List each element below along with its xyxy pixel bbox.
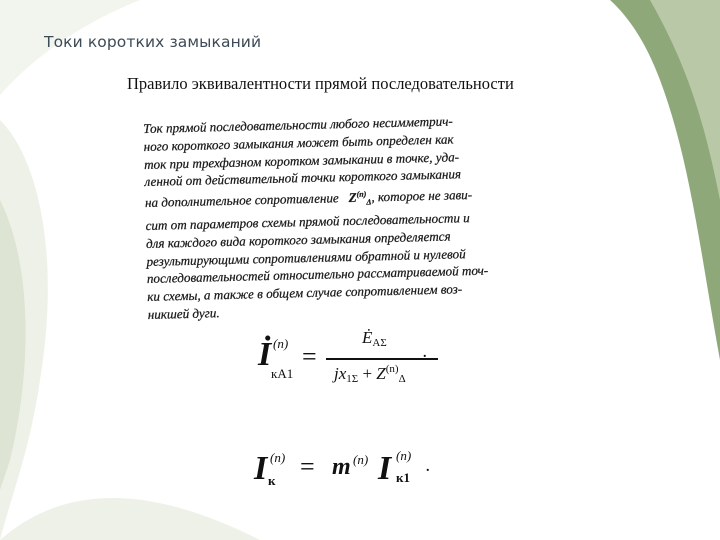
formula2-m: m — [332, 454, 351, 480]
formula2-rhs-sub: к1 — [396, 470, 410, 485]
formula2-rhs-sup: (n) — [396, 448, 412, 463]
scan-line-4: ленной от действительной точки короткого замыкания — [144, 166, 462, 190]
formula1-lhs-symbol: İ — [258, 336, 272, 373]
formula1-trailing-dot: . — [423, 346, 427, 361]
z-delta-symbol: $Z^{(n)}_\Delta$ — [348, 189, 372, 207]
scan-line-8: результирующими сопротивлениями обратной и нулевой — [146, 245, 466, 269]
scanned-text-block — [143, 109, 600, 324]
formula1-lhs-sub: кA1 — [271, 366, 294, 381]
formula2-rhs-symbol: I — [378, 450, 392, 487]
scan-line-2: ного короткого замыкания может быть определен как — [143, 131, 454, 154]
scan-line-10: ки схемы, а также в общем случае сопротивлением воз- — [147, 281, 463, 305]
scan-line-6: сит от параметров схемы прямой последовательности и — [145, 210, 470, 233]
formula2-m-sup: (n) — [353, 452, 369, 467]
formula2-equals: = — [300, 452, 315, 481]
formula1-equals: = — [302, 342, 317, 371]
slide-header: Токи коротких замыканий — [44, 33, 262, 51]
scan-line-5-text: на дополнительное сопротивление — [144, 190, 339, 211]
formula2-lhs-sub: к — [268, 473, 276, 488]
formula1-lhs-sup: (n) — [273, 336, 289, 351]
scan-line-7: для каждого вида короткого замыкания определяется — [145, 228, 451, 251]
scan-line-5-tail: , которое не зави- — [371, 187, 473, 205]
scan-line-3: ток при трехфазном коротком замыкании в точке, уда- — [143, 148, 460, 172]
formula2-trailing-dot: . — [426, 460, 430, 475]
formula2-lhs-sup: (n) — [270, 450, 286, 465]
scan-line-9: последовательностей относительно рассматриваемой точ- — [146, 262, 489, 287]
bottom-swirl — [0, 498, 260, 540]
formula1-numerator: $Ė_{A\Sigma}$ — [362, 328, 387, 349]
slide-title: Правило эквивалентности прямой последовательности — [127, 74, 514, 93]
formula2-lhs-symbol: I — [254, 450, 268, 487]
scan-line-1: Ток прямой последовательности любого несимметрич- — [143, 113, 453, 136]
formula1-denominator: $jx_{1\Sigma} + Z^{(n)}_\Delta$ — [334, 363, 406, 385]
formula1-fraction-line — [326, 358, 438, 360]
formula-fault-current — [254, 446, 454, 496]
formula-positive-sequence-current — [258, 330, 458, 400]
scan-line-11: никшей дуги. — [147, 305, 220, 322]
